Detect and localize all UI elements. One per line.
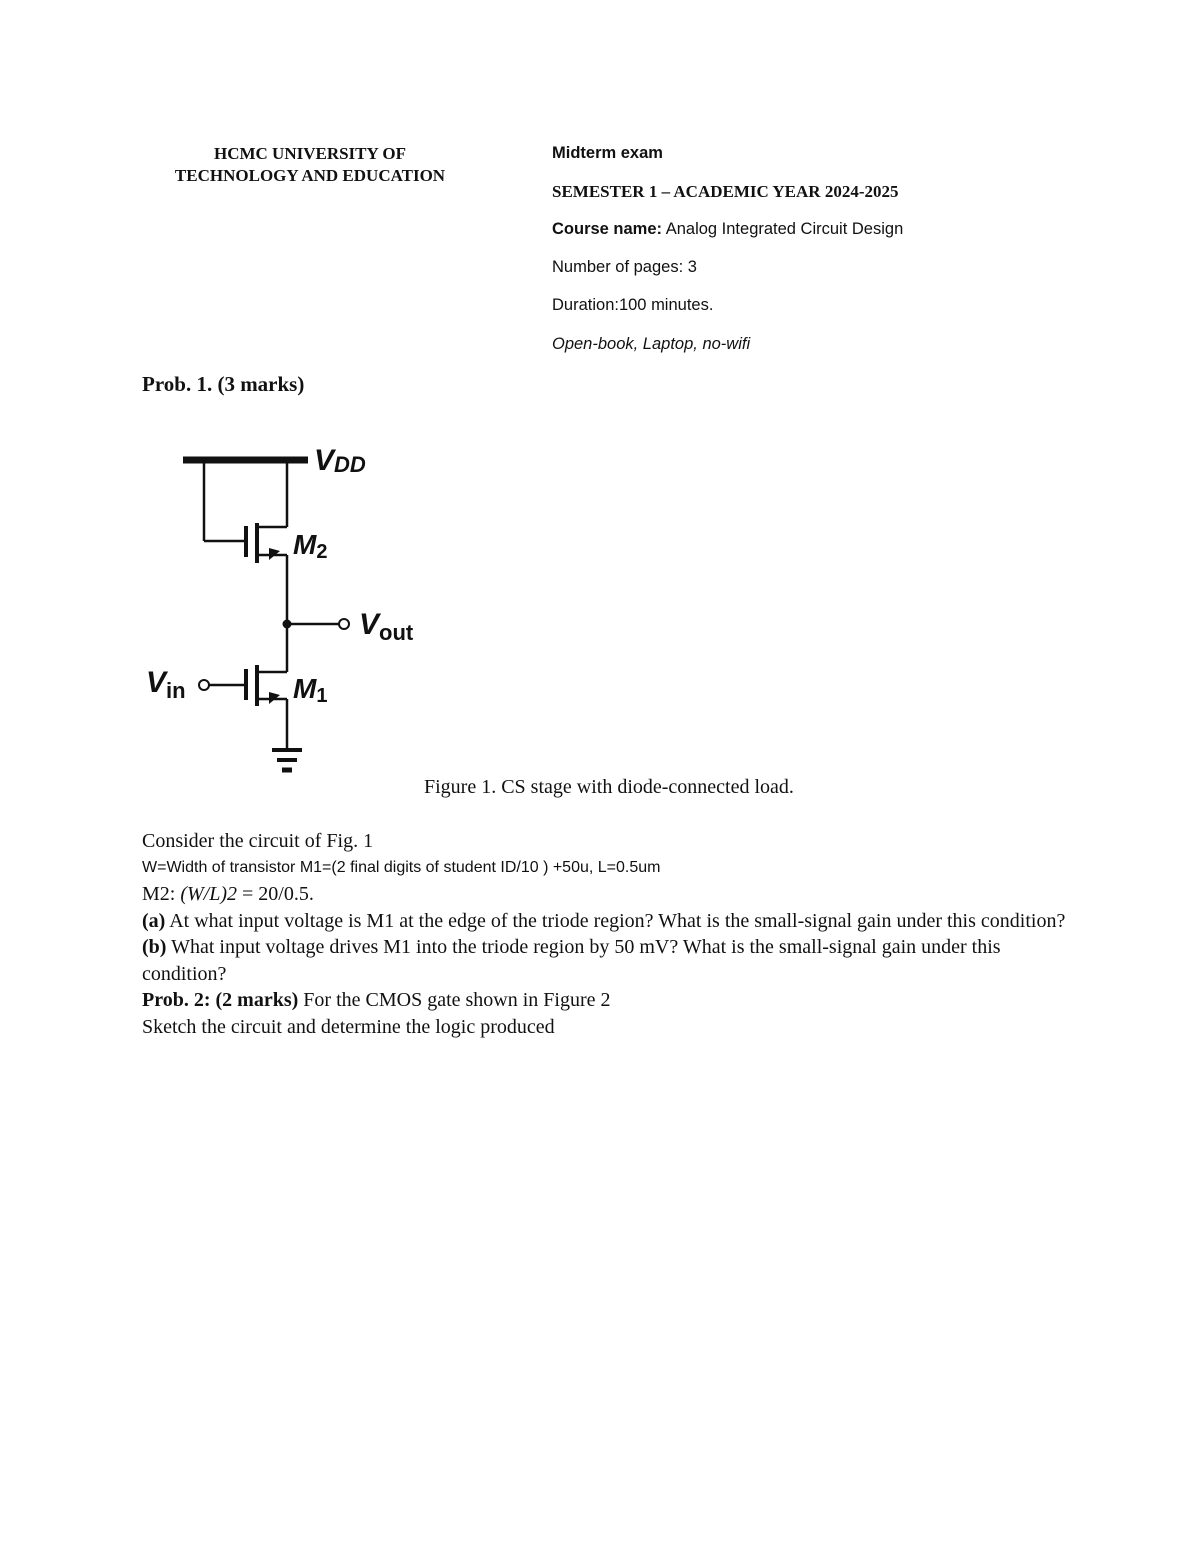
vout-terminal [339, 619, 349, 629]
vout-node [283, 620, 292, 629]
exam-mode: Open-book, Laptop, no-wifi [552, 335, 751, 353]
duration-line: Duration:100 minutes. [552, 296, 714, 314]
pages-line: Number of pages: 3 [552, 258, 697, 276]
prob1-title: Prob. 1. (3 marks) [142, 372, 305, 396]
university-line-2: TECHNOLOGY AND EDUCATION [174, 166, 446, 185]
m1-label: M1 [293, 673, 328, 707]
question-a: (a) At what input voltage is M1 at the edge of the triode region? What is the small-signal gain under this condition? [142, 909, 1066, 932]
university-line-1: HCMC UNIVERSITY OF [213, 144, 407, 163]
circuit-figure-1 [130, 430, 450, 785]
prob2-task: Sketch the circuit and determine the logic produced [142, 1015, 555, 1038]
width-line: W=Width of transistor M1=(2 final digits of student ID/10 ) +50u, L=0.5um [142, 858, 661, 876]
vin-terminal [199, 680, 209, 690]
question-b: (b) What input voltage drives M1 into the triode region by 50 mV? What is the small-signal gain under this condition? [142, 936, 1001, 985]
university-name [110, 143, 510, 187]
m2-ratio-line: M2: (W/L)2 = 20/0.5. [142, 883, 314, 905]
consider-line: Consider the circuit of Fig. 1 [142, 830, 374, 852]
vdd-label: VDD [314, 444, 366, 477]
prob2-title: Prob. 2: (2 marks) [142, 989, 299, 1011]
exam-type: Midterm exam [552, 144, 663, 162]
semester-line: SEMESTER 1 – ACADEMIC YEAR 2024-2025 [552, 182, 899, 201]
vout-label: $V_{out}$ [359, 608, 414, 645]
prob2-line: Prob. 2: (2 marks) For the CMOS gate shown in Figure 2 [142, 989, 611, 1011]
vin-label: $V_{in}$ [146, 666, 186, 703]
course-label: Course name: [552, 220, 663, 238]
m2-label: M2 [293, 529, 328, 563]
course-line [552, 220, 903, 239]
figure-caption: Figure 1. CS stage with diode-connected load. [424, 776, 794, 798]
course-name: Analog Integrated Circuit Design [662, 220, 904, 238]
problem-body [142, 828, 1072, 1040]
